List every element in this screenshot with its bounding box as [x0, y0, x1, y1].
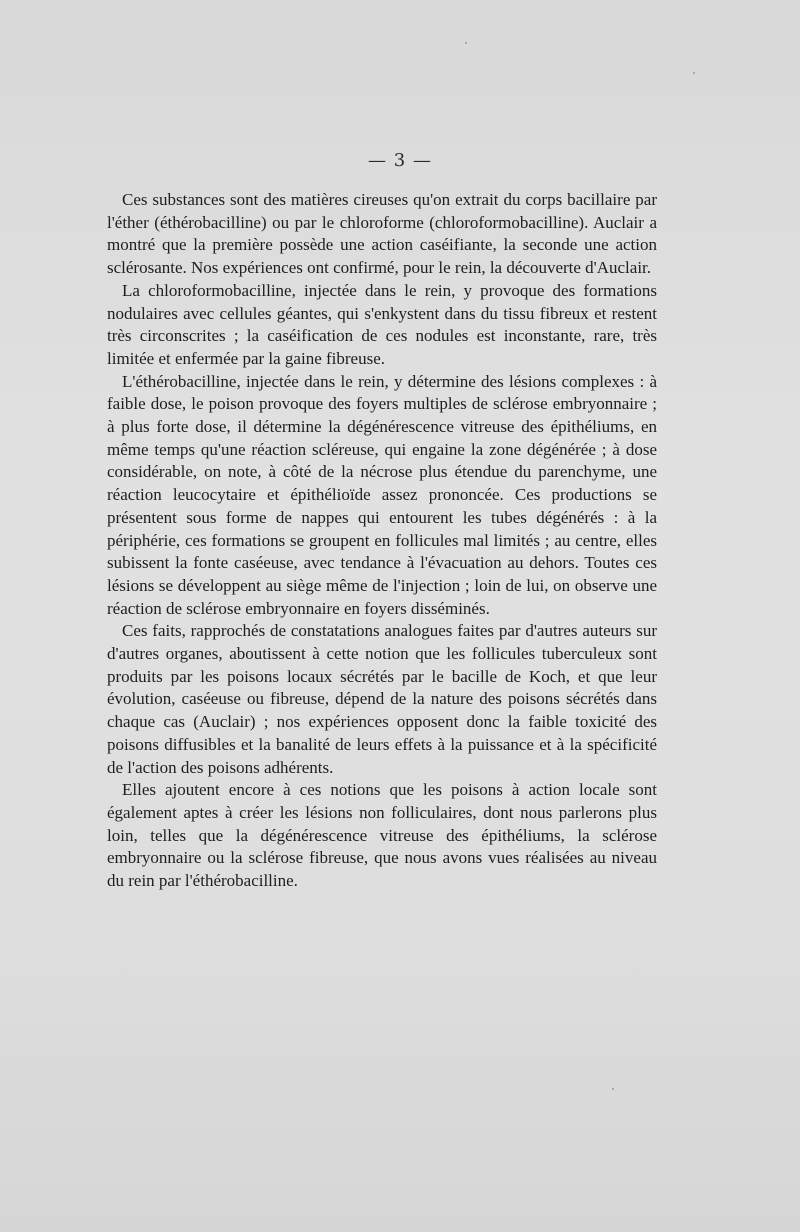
- paragraph-3: L'éthérobacilline, injectée dans le rein, y détermine des lésions complexes : à faible dose, le poison provoque des foyers multiples de sclérose embryonnaire ; à plus forte dose, il détermine la dégénérescence vitreuse des épithéliums, en même temps qu'une réaction scléreuse, qui engaine la zone dégénérée ; à dose considérable, on note, à côté de la nécrose plus étendue du parenchyme, une réaction leucocytaire et épithélioïde assez prononcée. Ces productions se présentent sous forme de nappes qui entourent les tubes dégénérés : à la périphérie, ces formations se groupent en follicules mal limités ; au centre, elles subissent la fonte caséeuse, avec tendance à l'évacuation au dehors. Toutes ces lésions se développent au siège même de l'injection ; loin de lui, on observe une réaction de sclérose embryonnaire en foyers disséminés.: [107, 371, 657, 618]
- paragraph-5: Elles ajoutent encore à ces notions que les poisons à action locale sont également aptes à créer les lésions non folliculaires, dont nous parlerons plus loin, telles que la dégénérescence vitreuse des épithéliums, la sclérose embryonnaire ou la sclérose fibreuse, que nous avons vues réalisées au niveau du rein par l'éthérobacilline.: [107, 780, 657, 891]
- paper-speck: [612, 1088, 614, 1090]
- paper-speck: [465, 42, 467, 44]
- paragraph-4: Ces faits, rapprochés de constatations analogues faites par d'autres auteurs sur d'autres organes, aboutissent à cette notion que les follicules tuberculeux sont produits par les poisons locaux sécrétés par le bacille de Koch, et que leur évolution, caséeuse ou fibreuse, dépend de la nature des poisons sécrétés dans chaque cas (Auclair) ; nos expériences opposent donc la faible toxicité des poisons diffusibles et la banalité de leurs effets à la puissance et à la spécificité de l'action des poisons adhérents.: [107, 621, 657, 777]
- paragraph-2: La chloroformobacilline, injectée dans le rein, y provoque des formations nodulaires avec cellules géantes, qui s'enkystent dans du tissu fibreux et restent très circonscrites ; la caséification de ces nodules est inconstante, rare, très limitée et enfermée par la gaine fibreuse.: [107, 280, 657, 368]
- paper-speck: [693, 72, 695, 74]
- body-text: [107, 189, 657, 893]
- page-number: — 3 —: [368, 150, 432, 171]
- paragraph-1: Ces substances sont des matières cireuses qu'on extrait du corps bacillaire par l'éther (éthérobacilline) ou par le chloroforme (chloroformobacilline). Auclair a montré que la première possède une action caséifiante, la seconde une action sclérosante. Nos expériences ont confirmé, pour le rein, la découverte d'Auclair.: [107, 190, 657, 278]
